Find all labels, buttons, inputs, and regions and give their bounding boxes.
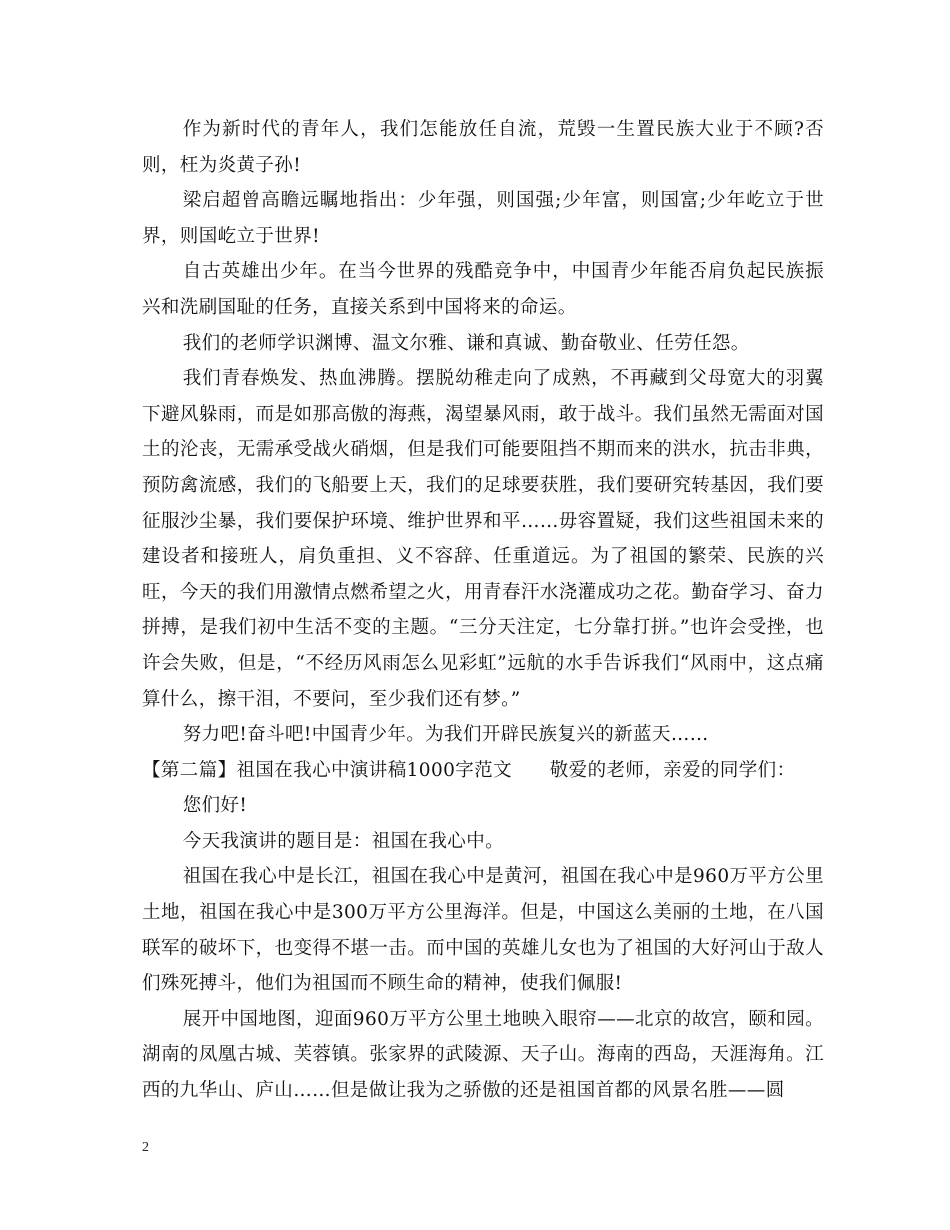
paragraph: 今天我演讲的题目是：祖国在我心中。 — [182, 830, 504, 852]
paragraph: 自古英雄出少年。在当今世界的残酷竞争中，中国青少年能否肩负起民族振兴和洗刷国耻的任务，直接关系到中国将来的命运。 — [142, 261, 824, 318]
paragraph: 我们青春焕发、热血沸腾。摆脱幼稚走向了成熟，不再藏到父母宽大的羽翼下避风躲雨，而是如那高傲的海燕，渴望暴风雨，敢于战斗。我们虽然无需面对国土的沦丧，无需承受战火硝烟，但是我们可能要阻挡不期而来的洪水，抗击非典，预防禽流感，我们的飞船要上天，我们的足球要获胜，我们要研究转基因，我们要征服沙尘暴，我们要保护环境、维护世界和平……毋容置疑，我们这些祖国未来的建设者和接班人，肩负重担、义不容辞、任重道远。为了祖国的繁荣、民族的兴旺，今天的我们用激情点燃希望之火，用青春汗水浇灌成功之花。勤奋学习、奋力拼搏，是我们初中生活不变的主题。“三分天注定，七分靠打拼。”也许会受挫，也许会失败，但是，“不经历风雨怎么见彩虹”远航的水手告诉我们“风雨中，这点痛算什么，擦干泪，不要问，至少我们还有梦。” — [142, 368, 824, 710]
paragraph: 您们好! — [182, 795, 248, 817]
paragraph: 我们的老师学识渊博、温文尔雅、谦和真诚、勤奋敬业、任劳任怨。 — [182, 332, 750, 354]
page-number: 2 — [142, 1140, 149, 1155]
document-body — [142, 112, 824, 1109]
paragraph: 努力吧!奋斗吧!中国青少年。为我们开辟民族复兴的新蓝天…… — [182, 724, 709, 746]
paragraph: 梁启超曾高瞻远瞩地指出：少年强，则国强;少年富，则国富;少年屹立于世界，则国屹立于世界! — [142, 190, 824, 247]
paragraph: 展开中国地图，迎面960万平方公里土地映入眼帘——北京的故宫，颐和园。湖南的凤凰古城、芙蓉镇。张家界的武陵源、天子山。海南的西岛，天涯海角。江西的九华山、庐山……但是做让我为之骄傲的还是祖国首都的风景名胜——圆 — [142, 1008, 825, 1102]
paragraph: 祖国在我心中是长江，祖国在我心中是黄河，祖国在我心中是960万平方公里土地，祖国在我心中是300万平方公里海洋。但是，中国这么美丽的土地，在八国联军的破坏下，也变得不堪一击。而中国的英雄儿女也为了祖国的大好河山于敌人们殊死搏斗，他们为祖国而不顾生命的精神，使我们佩服! — [142, 866, 825, 995]
paragraph: 作为新时代的青年人，我们怎能放任自流，荒毁一生置民族大业于不顾?否则，枉为炎黄子孙! — [142, 119, 824, 176]
section-heading: 【第二篇】祖国在我心中演讲稿1000字范文 敬爱的老师，亲爱的同学们： — [142, 759, 796, 781]
